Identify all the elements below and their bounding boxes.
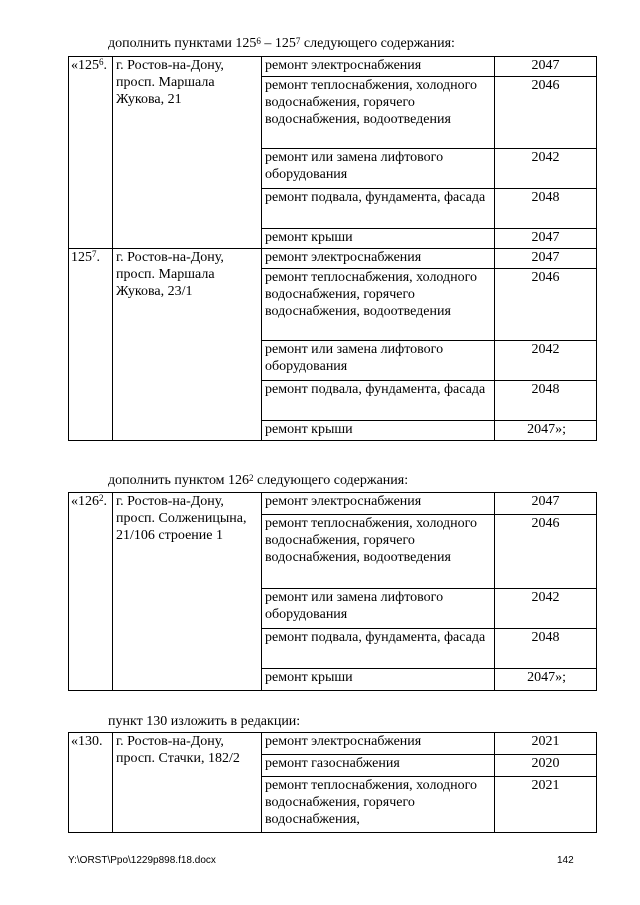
table-row <box>69 493 597 515</box>
work-name: ремонт подвала, фундамента, фасада <box>262 629 495 669</box>
work-name: ремонт теплоснабжения, холодного водоснабжения, горячего водоснабжения, водоотведения <box>262 77 495 149</box>
works-table <box>68 492 597 691</box>
work-name: ремонт электроснабжения <box>262 57 495 77</box>
work-name: ремонт подвала, фундамента, фасада <box>262 381 495 421</box>
work-year: 2047 <box>495 57 597 77</box>
work-year: 2047 <box>495 229 597 249</box>
item-number: «130. <box>69 733 113 833</box>
work-name: ремонт теплоснабжения, холодного водоснабжения, горячего водоснабжения, водоотведения <box>262 269 495 341</box>
footer-file-path: Y:\ORST\Ppo\1229p898.f18.docx <box>68 855 216 866</box>
item-address: г. Ростов-на-Дону, просп. Стачки, 182/2 <box>113 733 262 833</box>
work-name: ремонт теплоснабжения, холодного водоснабжения, горячего водоснабжения, <box>262 777 495 833</box>
work-name: ремонт или замена лифтового оборудования <box>262 341 495 381</box>
section-intro: пункт 130 изложить в редакции: <box>108 714 301 729</box>
item-address: г. Ростов-на-Дону, просп. Солженицына, 21/106 строение 1 <box>113 493 262 691</box>
item-number: «$125^6$. <box>69 57 113 249</box>
page-number: 142 <box>557 855 574 866</box>
item-address: г. Ростов-на-Дону, просп. Маршала Жукова, 21 <box>113 57 262 249</box>
table-row <box>69 57 597 77</box>
work-year: 2042 <box>495 589 597 629</box>
section-intro: дополнить пунктом $126^2$ следующего содержания: <box>108 473 409 488</box>
work-year: 2048 <box>495 629 597 669</box>
work-name: ремонт электроснабжения <box>262 249 495 269</box>
work-name: ремонт теплоснабжения, холодного водоснабжения, горячего водоснабжения, водоотведения <box>262 515 495 589</box>
table-row <box>69 249 597 269</box>
work-name: ремонт крыши <box>262 669 495 691</box>
work-year: 2048 <box>495 381 597 421</box>
item-address: г. Ростов-на-Дону, просп. Маршала Жукова, 23/1 <box>113 249 262 441</box>
work-name: ремонт электроснабжения <box>262 493 495 515</box>
work-year: 2021 <box>495 777 597 833</box>
work-year: 2046 <box>495 515 597 589</box>
work-name: ремонт газоснабжения <box>262 755 495 777</box>
work-year: 2042 <box>495 341 597 381</box>
work-year: 2020 <box>495 755 597 777</box>
work-name: ремонт крыши <box>262 421 495 441</box>
work-year: 2021 <box>495 733 597 755</box>
work-name: ремонт подвала, фундамента, фасада <box>262 189 495 229</box>
works-table <box>68 56 597 441</box>
works-table <box>68 732 597 833</box>
work-name: ремонт или замена лифтового оборудования <box>262 149 495 189</box>
table-row <box>69 733 597 755</box>
work-name: ремонт электроснабжения <box>262 733 495 755</box>
work-year: 2047 <box>495 493 597 515</box>
work-year: 2042 <box>495 149 597 189</box>
work-year: 2048 <box>495 189 597 229</box>
item-number: «$126^2$. <box>69 493 113 691</box>
item-number: $125^7$. <box>69 249 113 441</box>
section-intro: дополнить пунктами $125^6 - 125^7$ следующего содержания: <box>108 36 455 51</box>
work-year: 2047»; <box>495 421 597 441</box>
work-year: 2047»; <box>495 669 597 691</box>
work-name: ремонт или замена лифтового оборудования <box>262 589 495 629</box>
work-name: ремонт крыши <box>262 229 495 249</box>
work-year: 2047 <box>495 249 597 269</box>
work-year: 2046 <box>495 77 597 149</box>
work-year: 2046 <box>495 269 597 341</box>
